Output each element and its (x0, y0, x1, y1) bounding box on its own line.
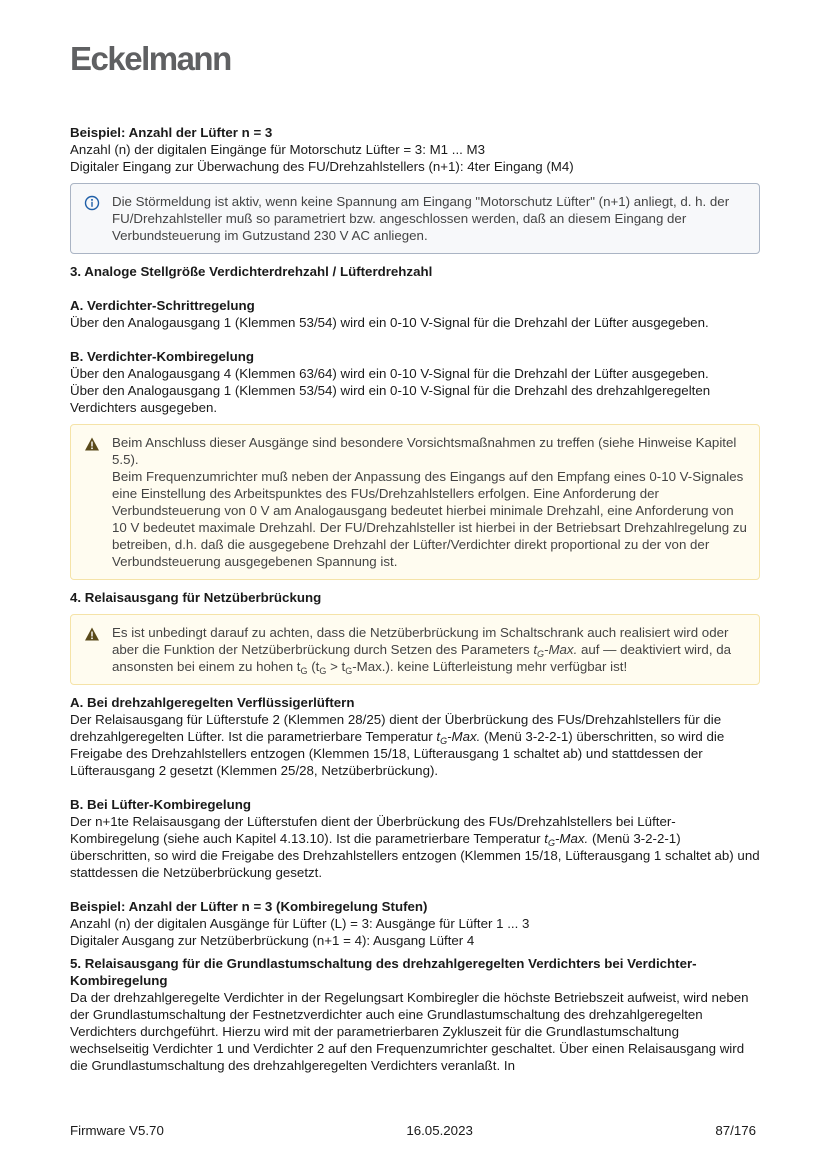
paragraph: Der n+1te Relaisausgang der Lüfterstufen dient der Überbrückung des FUs/Drehzahlstellers bei Lüfter-Kombiregelung (siehe auch Kapitel 4.13.10). Ist die parametrierbare Temperatur $t_G$-Max. (Menü 3-2-2-1) überschritten, so wird die Freigabe des Drehzahlstellers entzogen (Klemmen 15/18, Lüfterausgang 1 schaltet ab) und stattdessen die Netzüberbrückung gesetzt. (70, 814, 760, 880)
info-note-text: Die Störmeldung ist aktiv, wenn keine Spannung am Eingang "Motorschutz Lüfter" (n+1) anliegt, d. h. der FU/Drehzahlsteller muß so parametriert bzw. angeschlossen werden, daß an diesem Eingang der Verbundsteuerung im Gutzustand 230 V AC anliegen. (112, 194, 730, 243)
paragraph: Über den Analogausgang 4 (Klemmen 63/64) wird ein 0-10 V-Signal für die Drehzahl der Lüfter ausgegeben. (70, 366, 709, 381)
info-icon (84, 195, 100, 211)
subsection-title: A. Verdichter-Schrittregelung (70, 298, 255, 313)
page-number: 87/176 (715, 1123, 756, 1138)
brand-logo: Eckelmann (70, 40, 231, 77)
text-run: auf — deaktiviert wird, da ansonsten bei einem zu hohen t (112, 642, 732, 674)
example-line: Digitaler Ausgang zur Netzüberbrückung (n+1 = 4): Ausgang Lüfter 4 (70, 933, 475, 948)
paragraph: Der Relaisausgang für Lüfterstufe 2 (Klemmen 28/25) dient der Überbrückung des FUs/Drehzahlstellers für die drehzahlgeregelten Lüfter. Ist die parametrierbare Temperatur $t_G$-Max. (Menü 3-2-2-1) überschritten, so wird die Freigabe des Drehzahlstellers entzogen (Klemmen 15/18, Lüfterausgang 1 schaltet ab) und stattdessen der Lüfterausgang 2 gesetzt (Klemmen 25/28, Netzüberbrückung). (70, 712, 725, 778)
example-line: Anzahl (n) der digitalen Eingänge für Motorschutz Lüfter = 3: M1 ... M3 (70, 142, 486, 157)
document-body (70, 124, 760, 1074)
paragraph: Über den Analogausgang 1 (Klemmen 53/54) wird ein 0-10 V-Signal für die Drehzahl der Lüfter ausgegeben. (70, 315, 709, 330)
page-footer (70, 1122, 756, 1139)
subsection-title: B. Bei Lüfter-Kombiregelung (70, 797, 251, 812)
warning-note (70, 424, 760, 580)
warning-icon (84, 626, 100, 642)
example-title: Beispiel: Anzahl der Lüfter n = 3 (Kombiregelung Stufen) (70, 899, 428, 914)
section-heading: 3. Analoge Stellgröße Verdichterdrehzahl / Lüfterdrehzahl (70, 264, 433, 279)
info-note (70, 183, 760, 254)
warning-text: Beim Frequenzumrichter muß neben der Anpassung des Eingangs auf den Empfang eines 0-10 V-Signales eine Einstellung des Arbeitspunktes des FUs/Drehzahlstellers erfolgen. Eine Anforderung der Verbundsteuerung von 0 V am Analogausgang bedeutet hierbei minimale Drehzahl, eine Anforderung von 10 V bedeutet maximale Drehzahl. Der FU/Drehzahlsteller ist hierbei in der Betriebsart Drehzahlregelung zu betreiben, d.h. daß die ausgegebene Drehzahl der Lüfter/Verdichter direkt proportional zu der von der Verbundsteuerung ausgegebenen Spannung ist. (112, 469, 747, 569)
warning-text: Es ist unbedingt darauf zu achten, dass die Netzüberbrückung im Schaltschrank auch realisiert wird oder aber die Funktion der Netzüberbrückung durch Setzen des Parameters $t_G$-Max. auf — deaktiviert wird, da ansonsten bei einem zu hohen $t_G$ $(t_G > t_G-Max.)$. keine Lüfterleistung mehr verfügbar ist! (112, 625, 732, 676)
example-line: Anzahl (n) der digitalen Ausgänge für Lüfter (L) = 3: Ausgänge für Lüfter 1 ... 3 (70, 916, 530, 931)
subsection-title: A. Bei drehzahlgeregelten Verflüssigerlüftern (70, 695, 355, 710)
section-heading: 4. Relaisausgang für Netzüberbrückung (70, 590, 322, 605)
warning-text: Beim Anschluss dieser Ausgänge sind besondere Vorsichtsmaßnahmen zu treffen (siehe Hinweise Kapitel 5.5). (112, 435, 737, 467)
param-tg-max: $t_G$-Max. (436, 729, 481, 746)
example-title: Beispiel: Anzahl der Lüfter n = 3 (70, 125, 273, 140)
footer-date: 16.05.2023 (406, 1123, 473, 1138)
subsection-title: B. Verdichter-Kombiregelung (70, 349, 254, 364)
paragraph: Da der drehzahlgeregelte Verdichter in der Regelungsart Kombiregler die höchste Betriebszeit aufweist, wird neben der Grundlastumschaltung der Festnetzverdichter auch eine Grundlastumschaltung des drehzahlgeregelten Verdichters durchgeführt. Hierzu wird mit der parametrierbaren Zykluszeit für die Grundlastumschaltung wechselseitig Verdichter 1 und Verdichter 2 auf den Frequenzumrichter geschaltet. Über einen Relaisausgang wird die Grundlastumschaltung des drehzahlgeregelten Verdichters veranlaßt. In (70, 990, 749, 1073)
warning-note (70, 614, 760, 685)
warning-icon (84, 436, 100, 452)
paragraph: Über den Analogausgang 1 (Klemmen 53/54) wird ein 0-10 V-Signal für die Drehzahl des drehzahlgeregelten Verdichters ausgegeben. (70, 383, 711, 415)
example-line: Digitaler Eingang zur Überwachung des FU/Drehzahlstellers (n+1): 4ter Eingang (M4) (70, 159, 574, 174)
section-heading: 5. Relaisausgang für die Grundlastumschaltung des drehzahlgeregelten Verdichters bei Verdichter-Kombiregelung (70, 956, 697, 988)
text-run: Es ist unbedingt darauf zu achten, dass die Netzüberbrückung im Schaltschrank auch realisiert wird oder aber die Funktion der Netzüberbrückung durch Setzen des Parameters (112, 625, 729, 657)
firmware-version: Firmware V5.70 (70, 1123, 164, 1138)
param-tg-max: $t_G$-Max. (544, 831, 589, 848)
param-tg-max: $t_G$-Max. (533, 642, 578, 659)
